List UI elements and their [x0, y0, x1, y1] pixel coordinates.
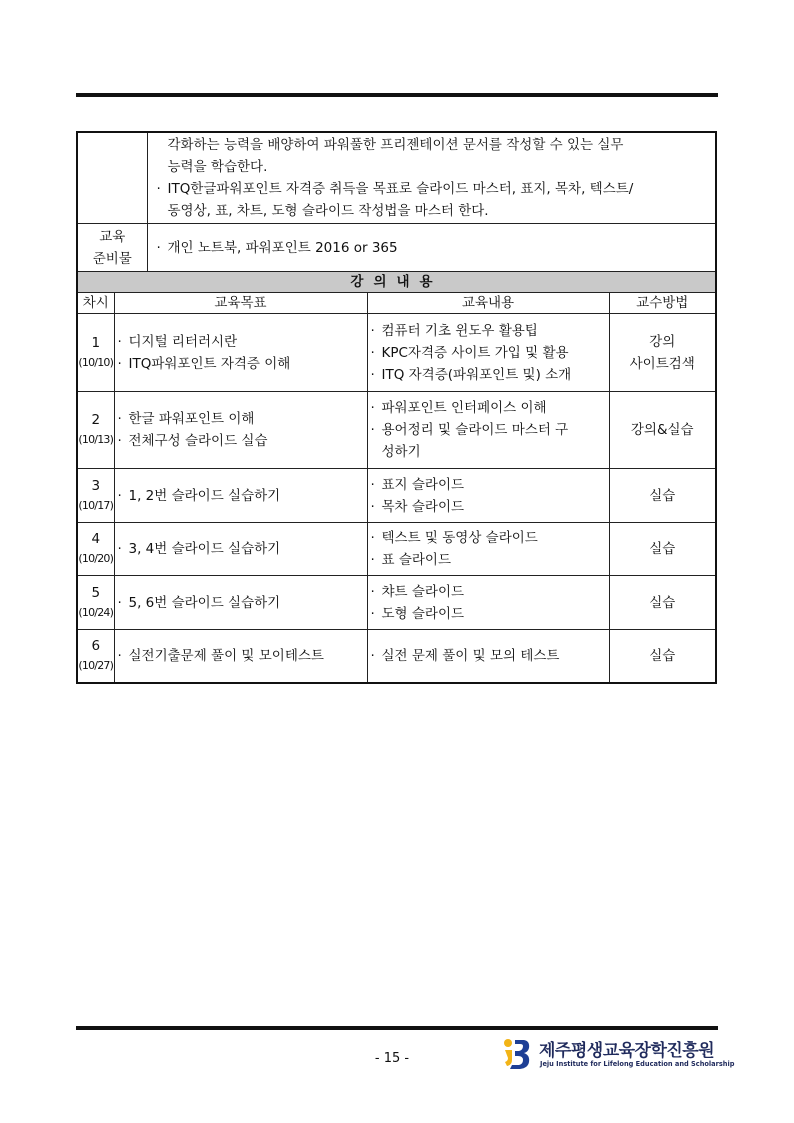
org-logo [502, 1036, 735, 1072]
session-row [77, 523, 716, 576]
session-date: (10/17) [78, 498, 114, 512]
curriculum-table [76, 131, 717, 684]
content-item: · 표지 슬라이드 [368, 474, 609, 496]
intro-bullet: · ITQ한글파워포인트 자격증 취득을 목표로 슬라이드 마스터, 표지, 목차, 텍스트/ [154, 178, 712, 200]
method-cell: 실습 [609, 523, 716, 576]
content-item: · 컴퓨터 기초 윈도우 활용팁 [368, 320, 609, 342]
session-date: (10/24) [78, 605, 114, 619]
intro-bullet-cont: 동영상, 표, 차트, 도형 슬라이드 작성법을 마스터 한다. [167, 203, 489, 219]
goal-cell [114, 523, 367, 576]
session-date: (10/27) [78, 658, 114, 672]
col-session: 차시 [77, 293, 114, 314]
goal-item: · 실전기출문제 풀이 및 모이테스트 [115, 645, 367, 667]
session-number: 3 [91, 477, 101, 494]
content-item-cont: 성하기 [381, 444, 421, 460]
content-item: · 텍스트 및 동영상 슬라이드 [368, 527, 609, 549]
content-cell [367, 392, 609, 469]
intro-row [77, 132, 716, 224]
content-cell [367, 314, 609, 392]
goal-item: · 디지털 리터러시란 [115, 331, 367, 353]
content-cell [367, 576, 609, 630]
prep-label: 교육 준비물 [77, 224, 147, 272]
content-item: · 목차 슬라이드 [368, 496, 609, 518]
footer-rule [76, 1026, 718, 1030]
col-content: 교육내용 [367, 293, 609, 314]
session-row [77, 392, 716, 469]
content-cell [367, 630, 609, 683]
session-number: 1 [91, 334, 101, 351]
intro-line: 능력을 학습한다. [167, 159, 268, 175]
content-cell [367, 523, 609, 576]
session-row [77, 314, 716, 392]
session-cell [77, 469, 114, 523]
column-header-row [77, 293, 716, 314]
goal-item: · 한글 파워포인트 이해 [115, 408, 367, 430]
col-goal: 교육목표 [114, 293, 367, 314]
goal-cell [114, 576, 367, 630]
session-cell [77, 523, 114, 576]
session-number: 2 [91, 412, 101, 428]
session-number: 4 [91, 531, 101, 547]
method-cell: 실습 [609, 630, 716, 683]
session-cell [77, 576, 114, 630]
col-method: 교수방법 [609, 293, 716, 314]
prep-value: · 개인 노트북, 파워포인트 2016 or 365 [154, 237, 716, 259]
session-row [77, 630, 716, 683]
section-title: 강의내용 [77, 272, 716, 293]
intro-line: 각화하는 능력을 배양하여 파워풀한 프리젠테이션 문서를 작성할 수 있는 실무 [167, 137, 624, 153]
org-emblem-icon [502, 1036, 532, 1070]
intro-text-cell [147, 132, 716, 224]
goal-cell [114, 392, 367, 469]
method-cell: 강의 사이트검색 [609, 314, 716, 392]
content-item: · 도형 슬라이드 [368, 603, 609, 625]
org-name: 제주평생교육장학진흥원 [539, 1041, 715, 1061]
content-item: · 표 슬라이드 [368, 549, 609, 571]
org-name-english: Jeju Institute for Lifelong Education and Scholarship [540, 1060, 735, 1068]
header-rule [76, 93, 718, 97]
method-cell: 실습 [609, 576, 716, 630]
session-date: (10/13) [78, 433, 114, 446]
goal-cell [114, 314, 367, 392]
session-row [77, 576, 716, 630]
goal-item: · 전체구성 슬라이드 실습 [115, 430, 367, 452]
session-number: 6 [91, 637, 101, 654]
content-cell [367, 469, 609, 523]
session-date: (10/20) [78, 552, 114, 565]
content-item: · 파워포인트 인터페이스 이해 [368, 397, 609, 419]
goal-cell [114, 630, 367, 683]
intro-label-cell [77, 132, 147, 224]
prep-row [77, 224, 716, 272]
session-cell [77, 630, 114, 683]
session-number: 5 [91, 584, 101, 601]
session-date: (10/10) [78, 355, 114, 369]
method-cell: 실습 [609, 469, 716, 523]
content-item: · ITQ 자격증(파워포인트 및) 소개 [368, 364, 609, 386]
session-row [77, 469, 716, 523]
goal-item: · 5, 6번 슬라이드 실습하기 [115, 592, 367, 614]
content-item: · 실전 문제 풀이 및 모의 테스트 [368, 645, 609, 667]
session-cell [77, 392, 114, 469]
goal-item: · 1, 2번 슬라이드 실습하기 [115, 485, 367, 507]
content-item: · KPC자격증 사이트 가입 및 활용 [368, 342, 609, 364]
page-number: - 15 - [374, 1051, 410, 1066]
prep-value-cell [147, 224, 716, 272]
section-header-row [77, 272, 716, 293]
content-item: · 용어정리 및 슬라이드 마스터 구 [368, 419, 609, 441]
session-cell [77, 314, 114, 392]
goal-cell [114, 469, 367, 523]
method-cell: 강의&실습 [609, 392, 716, 469]
goal-item: · 3, 4번 슬라이드 실습하기 [115, 538, 367, 560]
content-item: · 챠트 슬라이드 [368, 581, 609, 603]
goal-item: · ITQ파워포인트 자격증 이해 [115, 353, 367, 375]
